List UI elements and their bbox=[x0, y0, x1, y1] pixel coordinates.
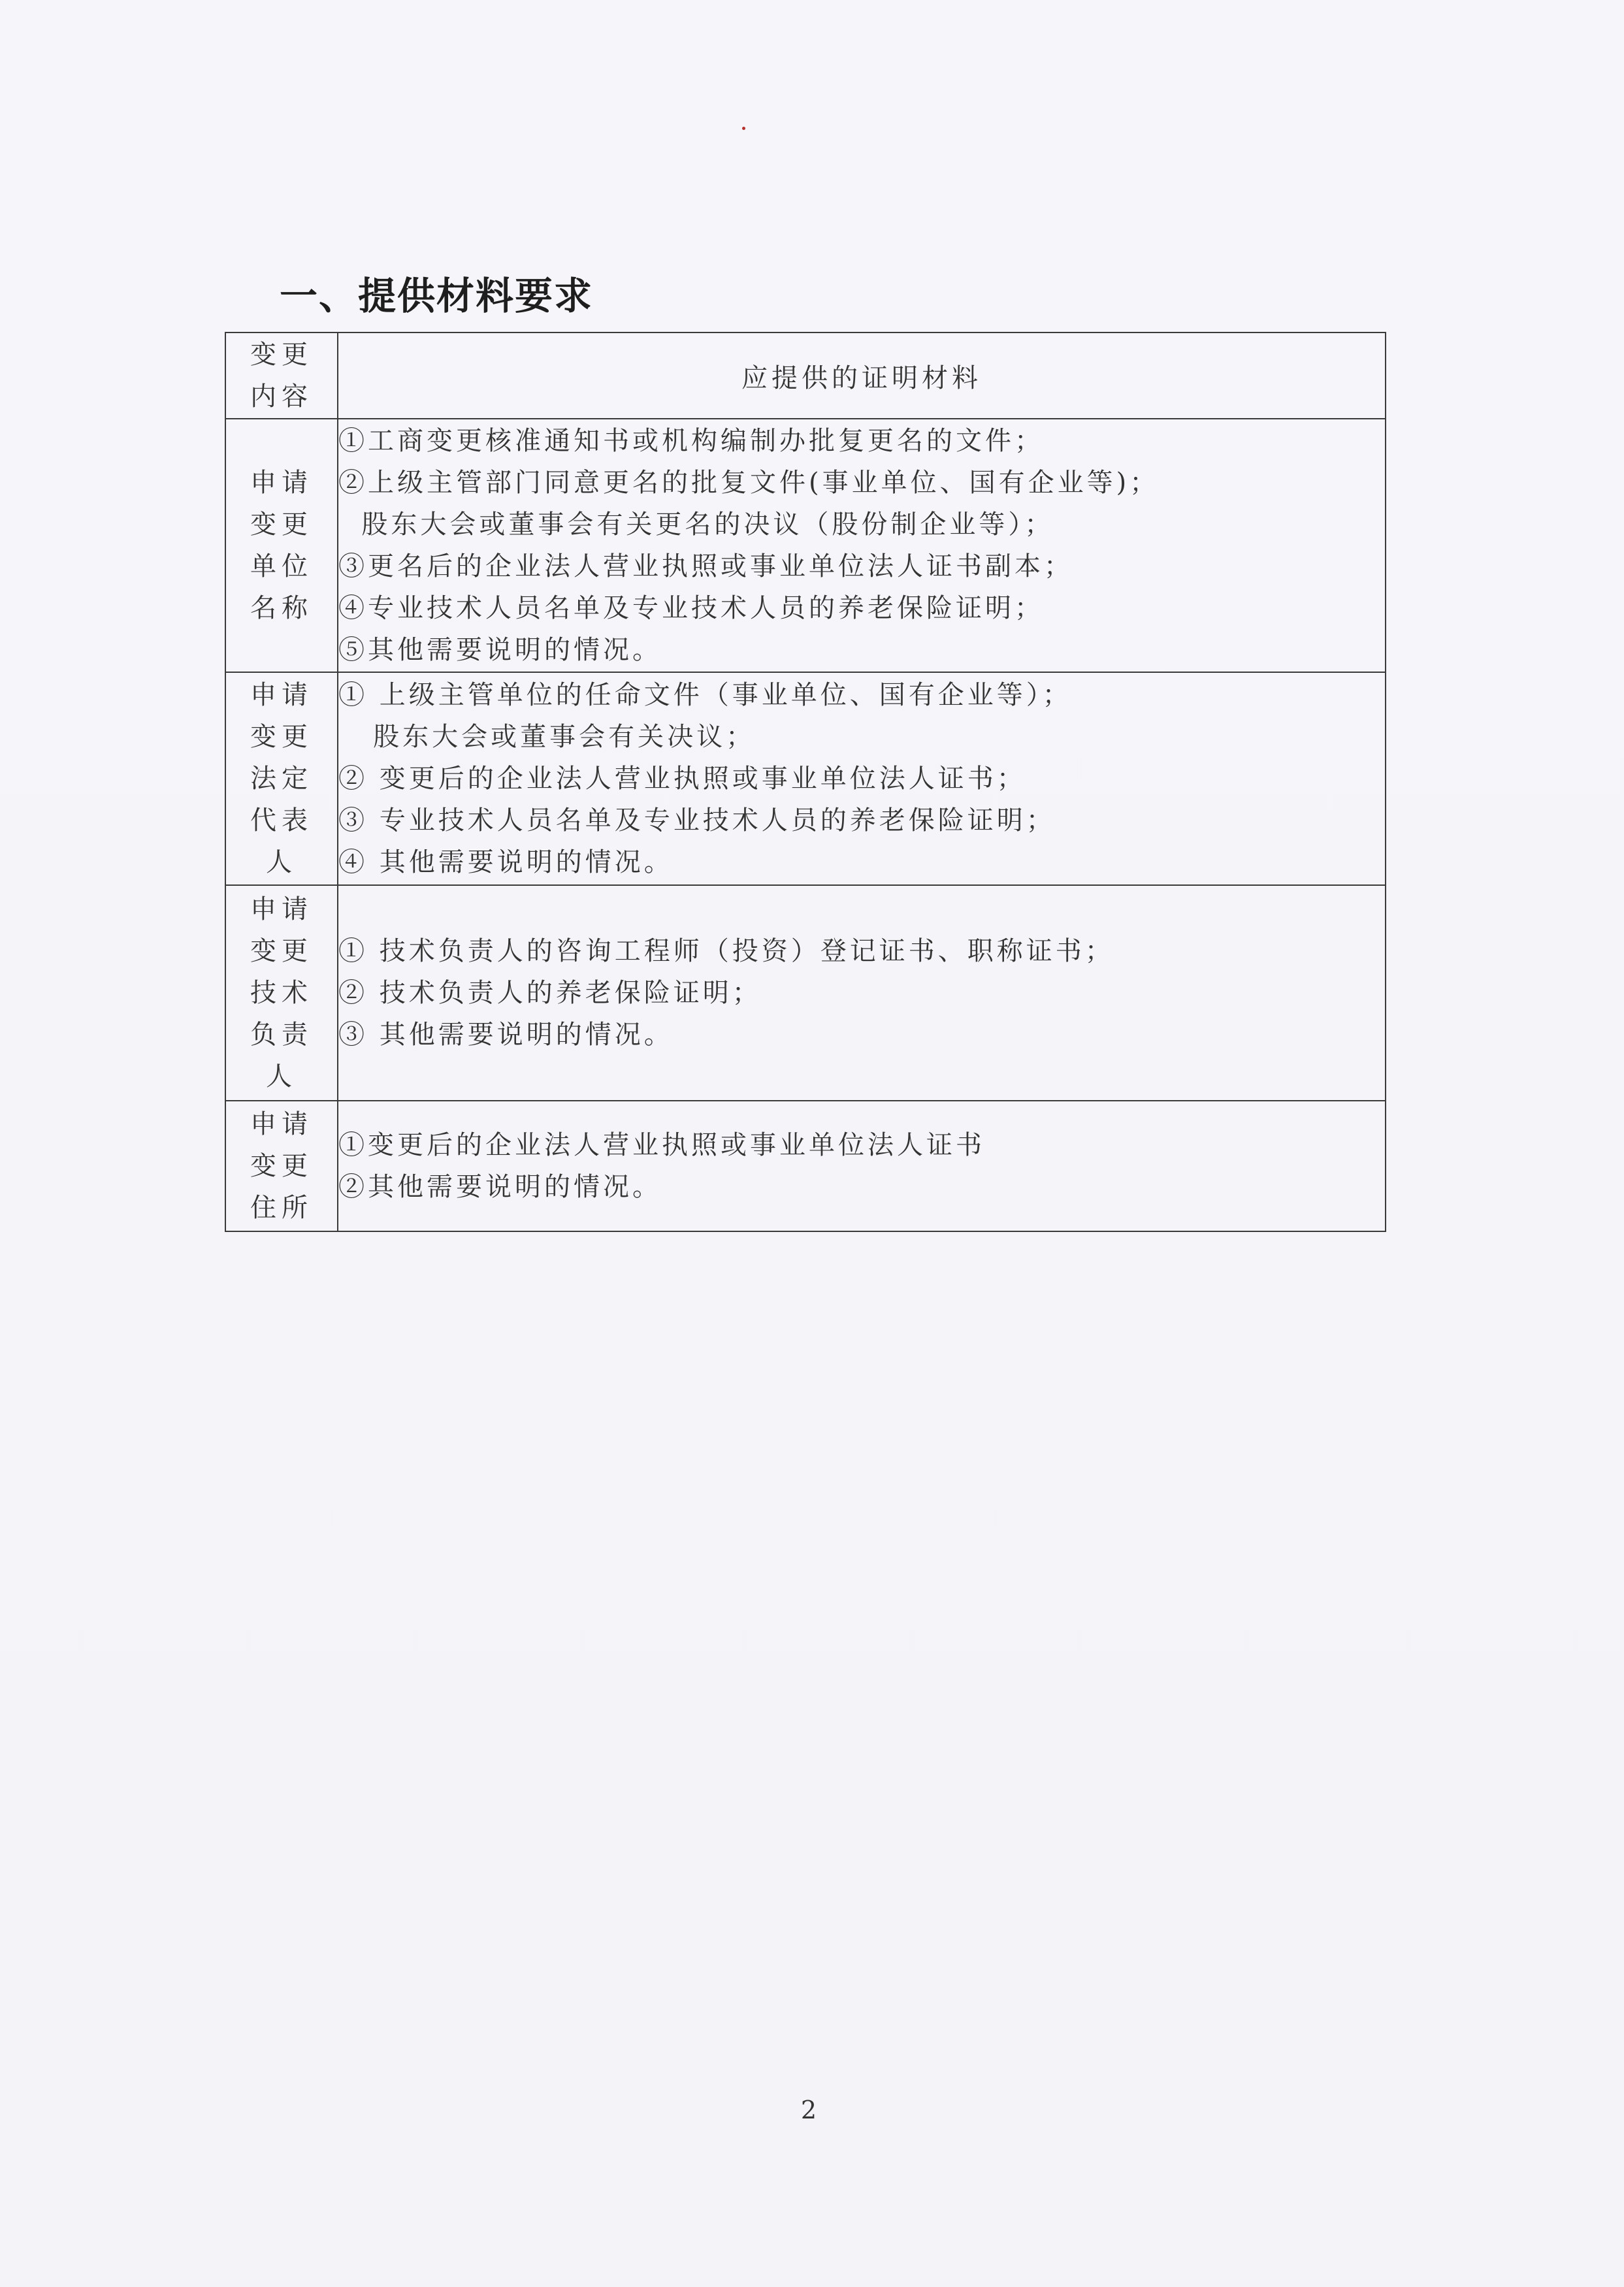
requirement-item: ③ 其他需要说明的情况。 bbox=[338, 1020, 674, 1050]
requirements-table bbox=[225, 332, 1386, 1232]
header-category-cell: 变更 内容 bbox=[225, 333, 338, 419]
requirement-item: ① 技术负责人的咨询工程师（投资）登记证书、职称证书； bbox=[338, 936, 1114, 966]
table-row bbox=[225, 419, 1386, 672]
requirement-item: ③ 专业技术人员名单及专业技术人员的养老保险证明； bbox=[338, 805, 1056, 835]
table-row bbox=[225, 1101, 1386, 1231]
requirement-item: ①变更后的企业法人营业执照或事业单位法人证书 bbox=[338, 1130, 985, 1160]
requirement-cell-address bbox=[338, 1101, 1386, 1231]
requirement-cell-legal-rep bbox=[338, 672, 1386, 885]
requirement-item: ② 变更后的企业法人营业执照或事业单位法人证书； bbox=[338, 764, 1026, 794]
table-row bbox=[225, 672, 1386, 885]
table-row bbox=[225, 885, 1386, 1101]
requirement-item: ①工商变更核准通知书或机构编制办批复更名的文件； bbox=[338, 426, 1044, 456]
page-number: 2 bbox=[800, 2096, 817, 2124]
category-cell-address: 申请 变更 住所 bbox=[225, 1101, 338, 1231]
requirement-item: ②其他需要说明的情况。 bbox=[338, 1172, 662, 1202]
category-cell-legal-rep: 申请 变更 法定 代表 人 bbox=[225, 672, 338, 885]
table-header-row bbox=[225, 333, 1386, 419]
section-heading: 一、提供材料要求 bbox=[280, 274, 594, 318]
requirement-item: ②上级主管部门同意更名的批复文件(事业单位、国有企业等)； bbox=[338, 468, 1160, 498]
requirement-item: ① 上级主管单位的任命文件（事业单位、国有企业等）； bbox=[338, 680, 1072, 710]
requirement-item: ③更名后的企业法人营业执照或事业单位法人证书副本； bbox=[338, 551, 1073, 581]
category-cell-unit-name: 申请 变更 单位 名称 bbox=[225, 419, 338, 672]
scan-speck bbox=[742, 127, 745, 130]
category-cell-tech-lead: 申请 变更 技术 负责 人 bbox=[225, 885, 338, 1101]
requirement-item: ② 技术负责人的养老保险证明； bbox=[338, 978, 762, 1008]
requirement-item: ⑤其他需要说明的情况。 bbox=[338, 635, 662, 665]
requirement-item: ④专业技术人员名单及专业技术人员的养老保险证明； bbox=[338, 593, 1044, 623]
requirement-item: ④ 其他需要说明的情况。 bbox=[338, 847, 674, 877]
requirement-cell-unit-name bbox=[338, 419, 1386, 672]
requirement-item: 股东大会或董事会有关决议； bbox=[338, 722, 756, 752]
requirement-item: 股东大会或董事会有关更名的决议（股份制企业等）； bbox=[338, 510, 1054, 540]
header-requirement-cell: 应提供的证明材料 bbox=[338, 333, 1386, 419]
requirement-cell-tech-lead bbox=[338, 885, 1386, 1101]
